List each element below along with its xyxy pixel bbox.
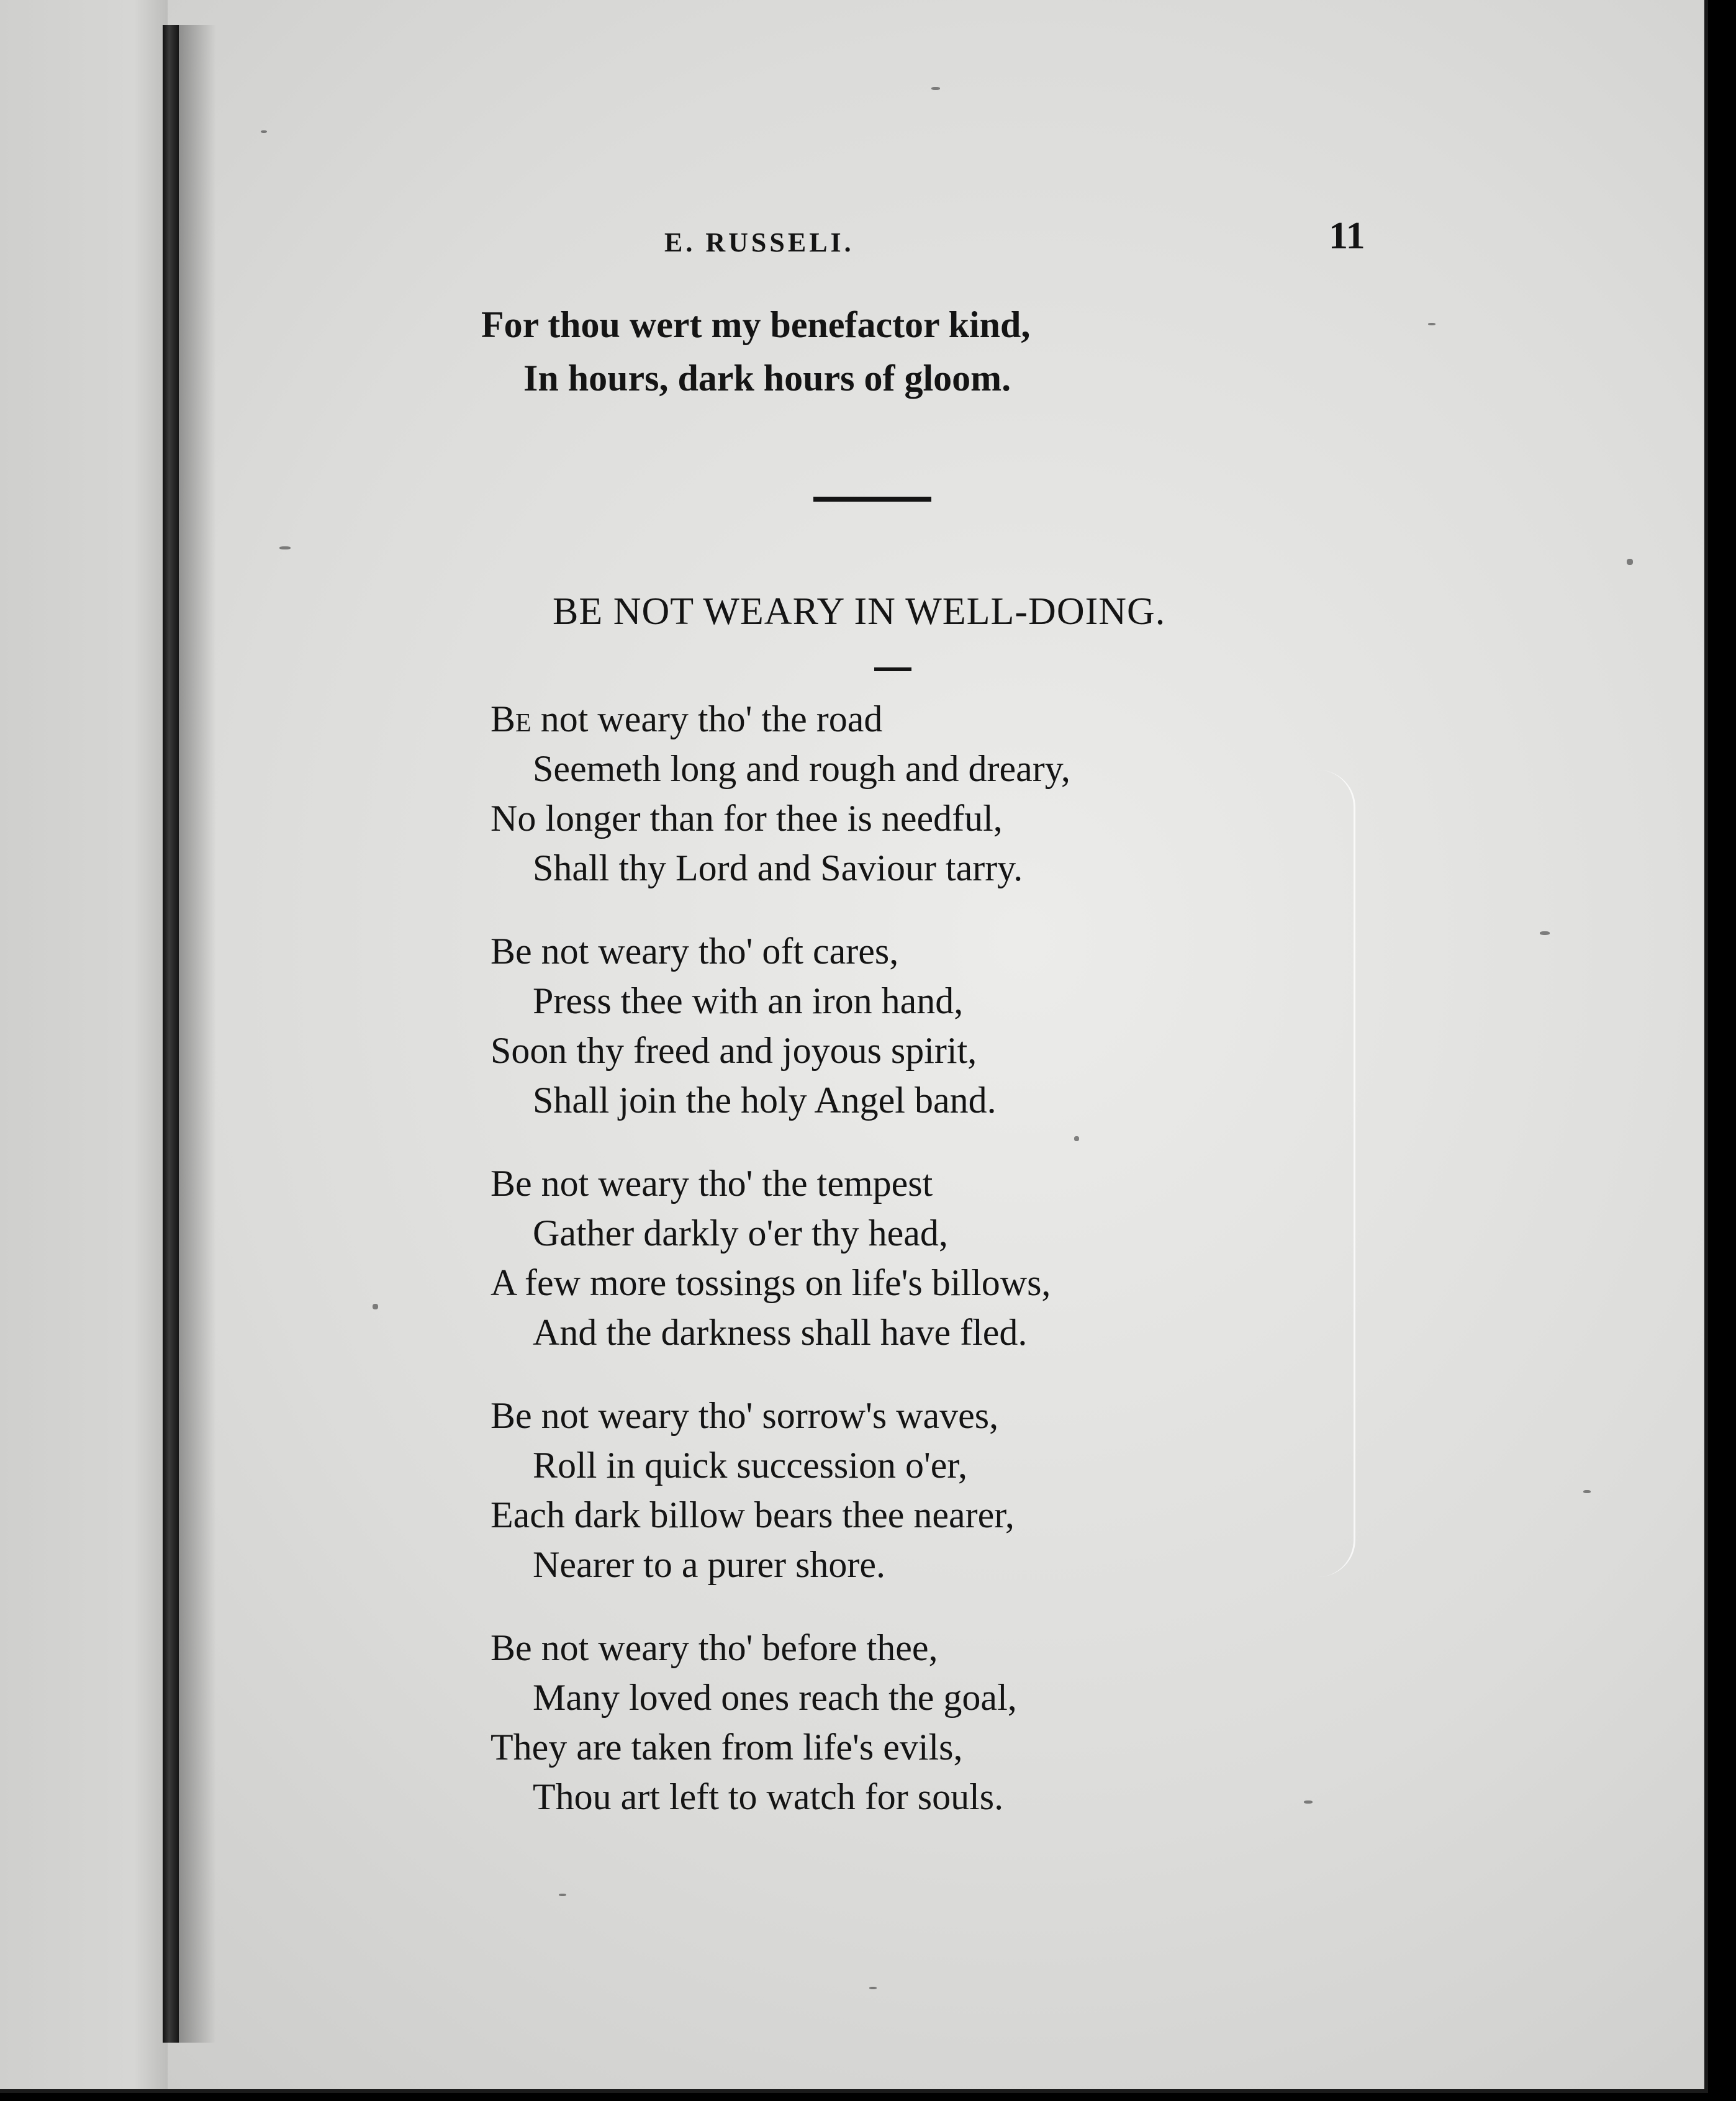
- poem-line: Many loved ones reach the goal,: [533, 1677, 1017, 1718]
- section-divider-rule: [813, 497, 931, 502]
- poem-stanza: [491, 1623, 1070, 1822]
- book-binding: [163, 25, 179, 2043]
- page-number: 11: [1329, 215, 1365, 257]
- title-underline-rule: [874, 667, 911, 671]
- poem-line: Seemeth long and rough and dreary,: [533, 748, 1070, 789]
- poem-line: Soon thy freed and joyous spirit,: [491, 1030, 977, 1071]
- poem-line: Be not weary tho' the tempest: [491, 1163, 933, 1204]
- poem-stanza: [491, 694, 1070, 893]
- paper-speck: [559, 1894, 566, 1896]
- paper-speck: [931, 87, 940, 90]
- gutter-shadow: [179, 25, 216, 2043]
- couplet-line: For thou wert my benefactor kind,: [481, 304, 1031, 345]
- poem-line: Be not weary tho' oft cares,: [491, 931, 899, 972]
- scan-scratch: [1267, 770, 1355, 1577]
- paper-speck: [1428, 323, 1435, 325]
- poem-line: Gather darkly o'er thy head,: [533, 1213, 948, 1254]
- poem-stanza: [491, 1391, 1070, 1589]
- running-head: E. RUSSELI.: [664, 227, 854, 258]
- paper-speck: [373, 1304, 378, 1309]
- paper-speck: [1540, 931, 1550, 935]
- paper-speck: [1074, 1136, 1079, 1141]
- poem-line: Be not weary tho' sorrow's waves,: [491, 1395, 999, 1436]
- poem-line: They are taken from life's evils,: [491, 1727, 963, 1768]
- drop-word: Be: [491, 698, 531, 739]
- poem-stanza: [491, 1159, 1070, 1357]
- facing-page-edge: [0, 0, 168, 2089]
- poem-line: Shall thy Lord and Saviour tarry.: [533, 847, 1023, 888]
- poem-line: Each dark billow bears thee nearer,: [491, 1494, 1015, 1535]
- paper-speck: [1627, 559, 1633, 565]
- poem-line: Be not weary tho' before thee,: [491, 1627, 938, 1668]
- poem-line: Thou art left to watch for souls.: [533, 1776, 1004, 1817]
- paper-speck: [1304, 1801, 1313, 1804]
- paper-speck: [279, 546, 291, 549]
- poem-title: BE NOT WEARY IN WELL-DOING.: [553, 590, 1166, 633]
- poem-line: [491, 694, 1070, 744]
- poem-line: Shall join the holy Angel band.: [533, 1080, 997, 1121]
- paper-speck: [869, 1987, 877, 1989]
- previous-poem-ending: [481, 298, 1030, 405]
- poem-line: And the darkness shall have fled.: [533, 1312, 1028, 1353]
- poem-line: A few more tossings on life's billows,: [491, 1262, 1051, 1303]
- poem-line: Roll in quick succession o'er,: [533, 1445, 967, 1486]
- poem-body: [491, 694, 1070, 1855]
- poem-line: Press thee with an iron hand,: [533, 980, 964, 1021]
- poem-line: No longer than for thee is needful,: [491, 798, 1003, 839]
- poem-line-text: not weary tho' the road: [531, 698, 883, 739]
- paper-speck: [261, 130, 267, 133]
- poem-stanza: [491, 926, 1070, 1125]
- poem-line: Nearer to a purer shore.: [533, 1544, 886, 1585]
- paper-speck: [1583, 1490, 1591, 1493]
- couplet-line: In hours, dark hours of gloom.: [523, 358, 1011, 399]
